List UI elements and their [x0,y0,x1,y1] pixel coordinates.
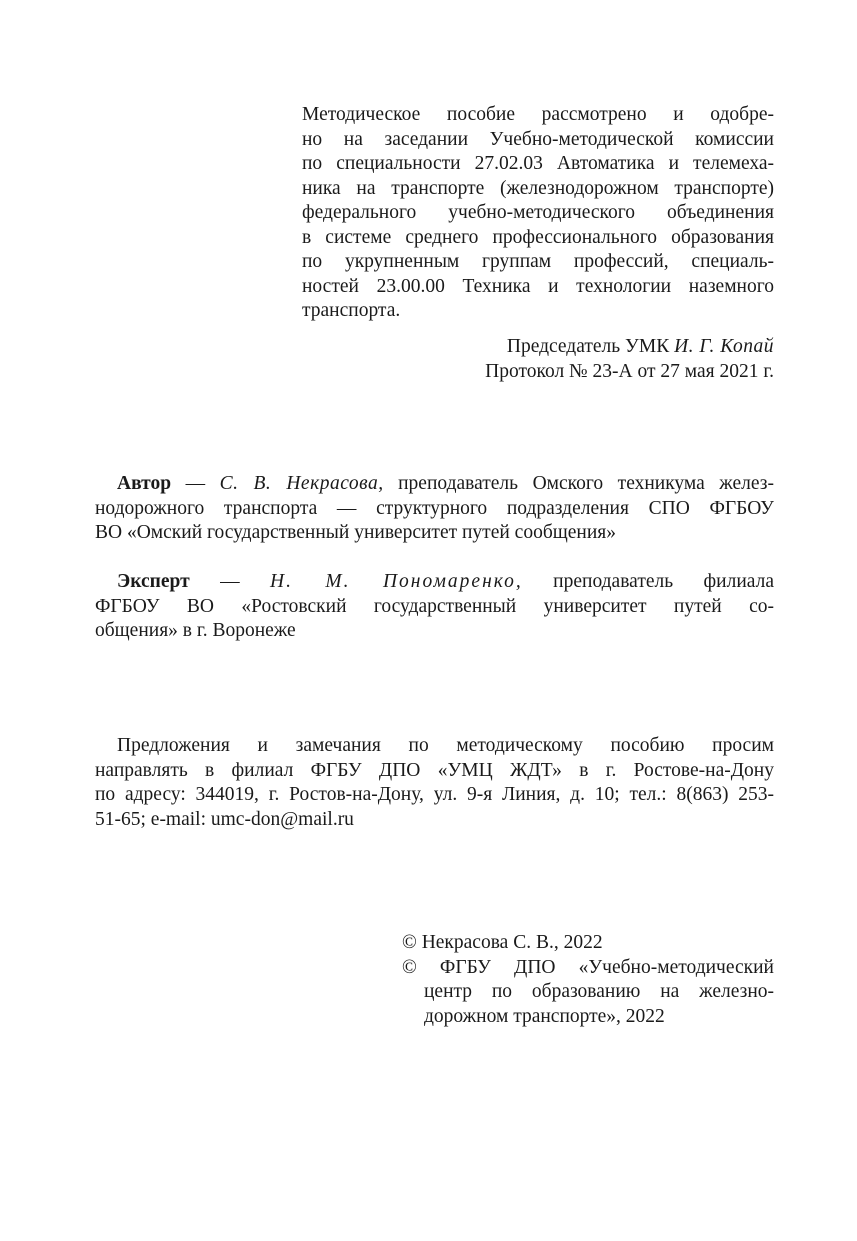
approval-line: в системе среднего профессионального образования [302,226,774,248]
expert-credit [95,570,774,644]
approval-line: ностей 23.00.00 Техника и технологии наземного [302,275,774,297]
author-label: Автор [117,473,172,494]
contacts-line: по адресу: 344019, г. Ростов-на-Дону, ул. 9-я Линия, д. 10; тел.: 8(863) 253- [95,784,774,805]
copyright-line: © Некрасова С. В., 2022 [402,932,603,953]
expert-name: Н. М. Пономаренко, [270,571,523,592]
approval-line: но на заседании Учебно-методической комиссии [302,128,774,150]
contacts-line: Предложения и замечания по методическому пособию просим [117,735,774,756]
copyright-line: дорожном транспорте», 2022 [424,1005,665,1027]
author-credit [95,472,774,546]
chair-label: Председатель УМК [506,336,670,357]
copyright-line: © ФГБУ ДПО «Учебно-методический [402,956,774,978]
author-line: нодорожного транспорта — структурного подразделения СПО ФГБОУ [95,497,774,519]
author-name: С. В. Некрасова, [219,473,384,494]
author-position: преподаватель Омского техникума желез- [383,473,774,494]
approval-note [302,103,774,324]
expert-line: общения» в г. Воронеже [95,620,296,641]
contacts-line: направлять в филиал ФГБУ ДПО «УМЦ ЖДТ» в г. Ростове-на-Дону [95,759,774,781]
contacts-line: 51-65; e-mail: umc-don@mail.ru [95,808,354,830]
chair-line [300,335,774,360]
protocol-line: Протокол № 23-А от 27 мая 2021 г. [485,360,774,382]
approval-line: Методическое пособие рассмотрено и одобре- [302,104,774,125]
expert-dash: — [189,571,271,592]
chair-name: И. Г. Копай [674,336,774,357]
approval-line: транспорта. [302,300,401,321]
author-line [95,472,774,497]
copyright-line: центр по образованию на железно- [424,981,774,1002]
expert-position: преподаватель филиала [522,571,774,592]
feedback-contacts [95,734,774,832]
approval-line: по укрупненным группам профессий, специаль- [302,251,774,272]
committee-signoff [300,335,774,384]
author-dash: — [171,473,220,494]
expert-label: Эксперт [117,571,190,592]
approval-line: по специальности 27.02.03 Автоматика и телемеха- [302,153,774,174]
author-line: ВО «Омский государственный университет путей сообщения» [95,522,617,543]
approval-line: федерального учебно-методического объединения [302,202,774,223]
expert-line [95,570,774,595]
approval-line: ника на транспорте (железнодорожном транспорте) [302,177,774,199]
copyright-notice [402,931,774,1029]
expert-line: ФГБОУ ВО «Ростовский государственный университет путей со- [95,595,774,617]
